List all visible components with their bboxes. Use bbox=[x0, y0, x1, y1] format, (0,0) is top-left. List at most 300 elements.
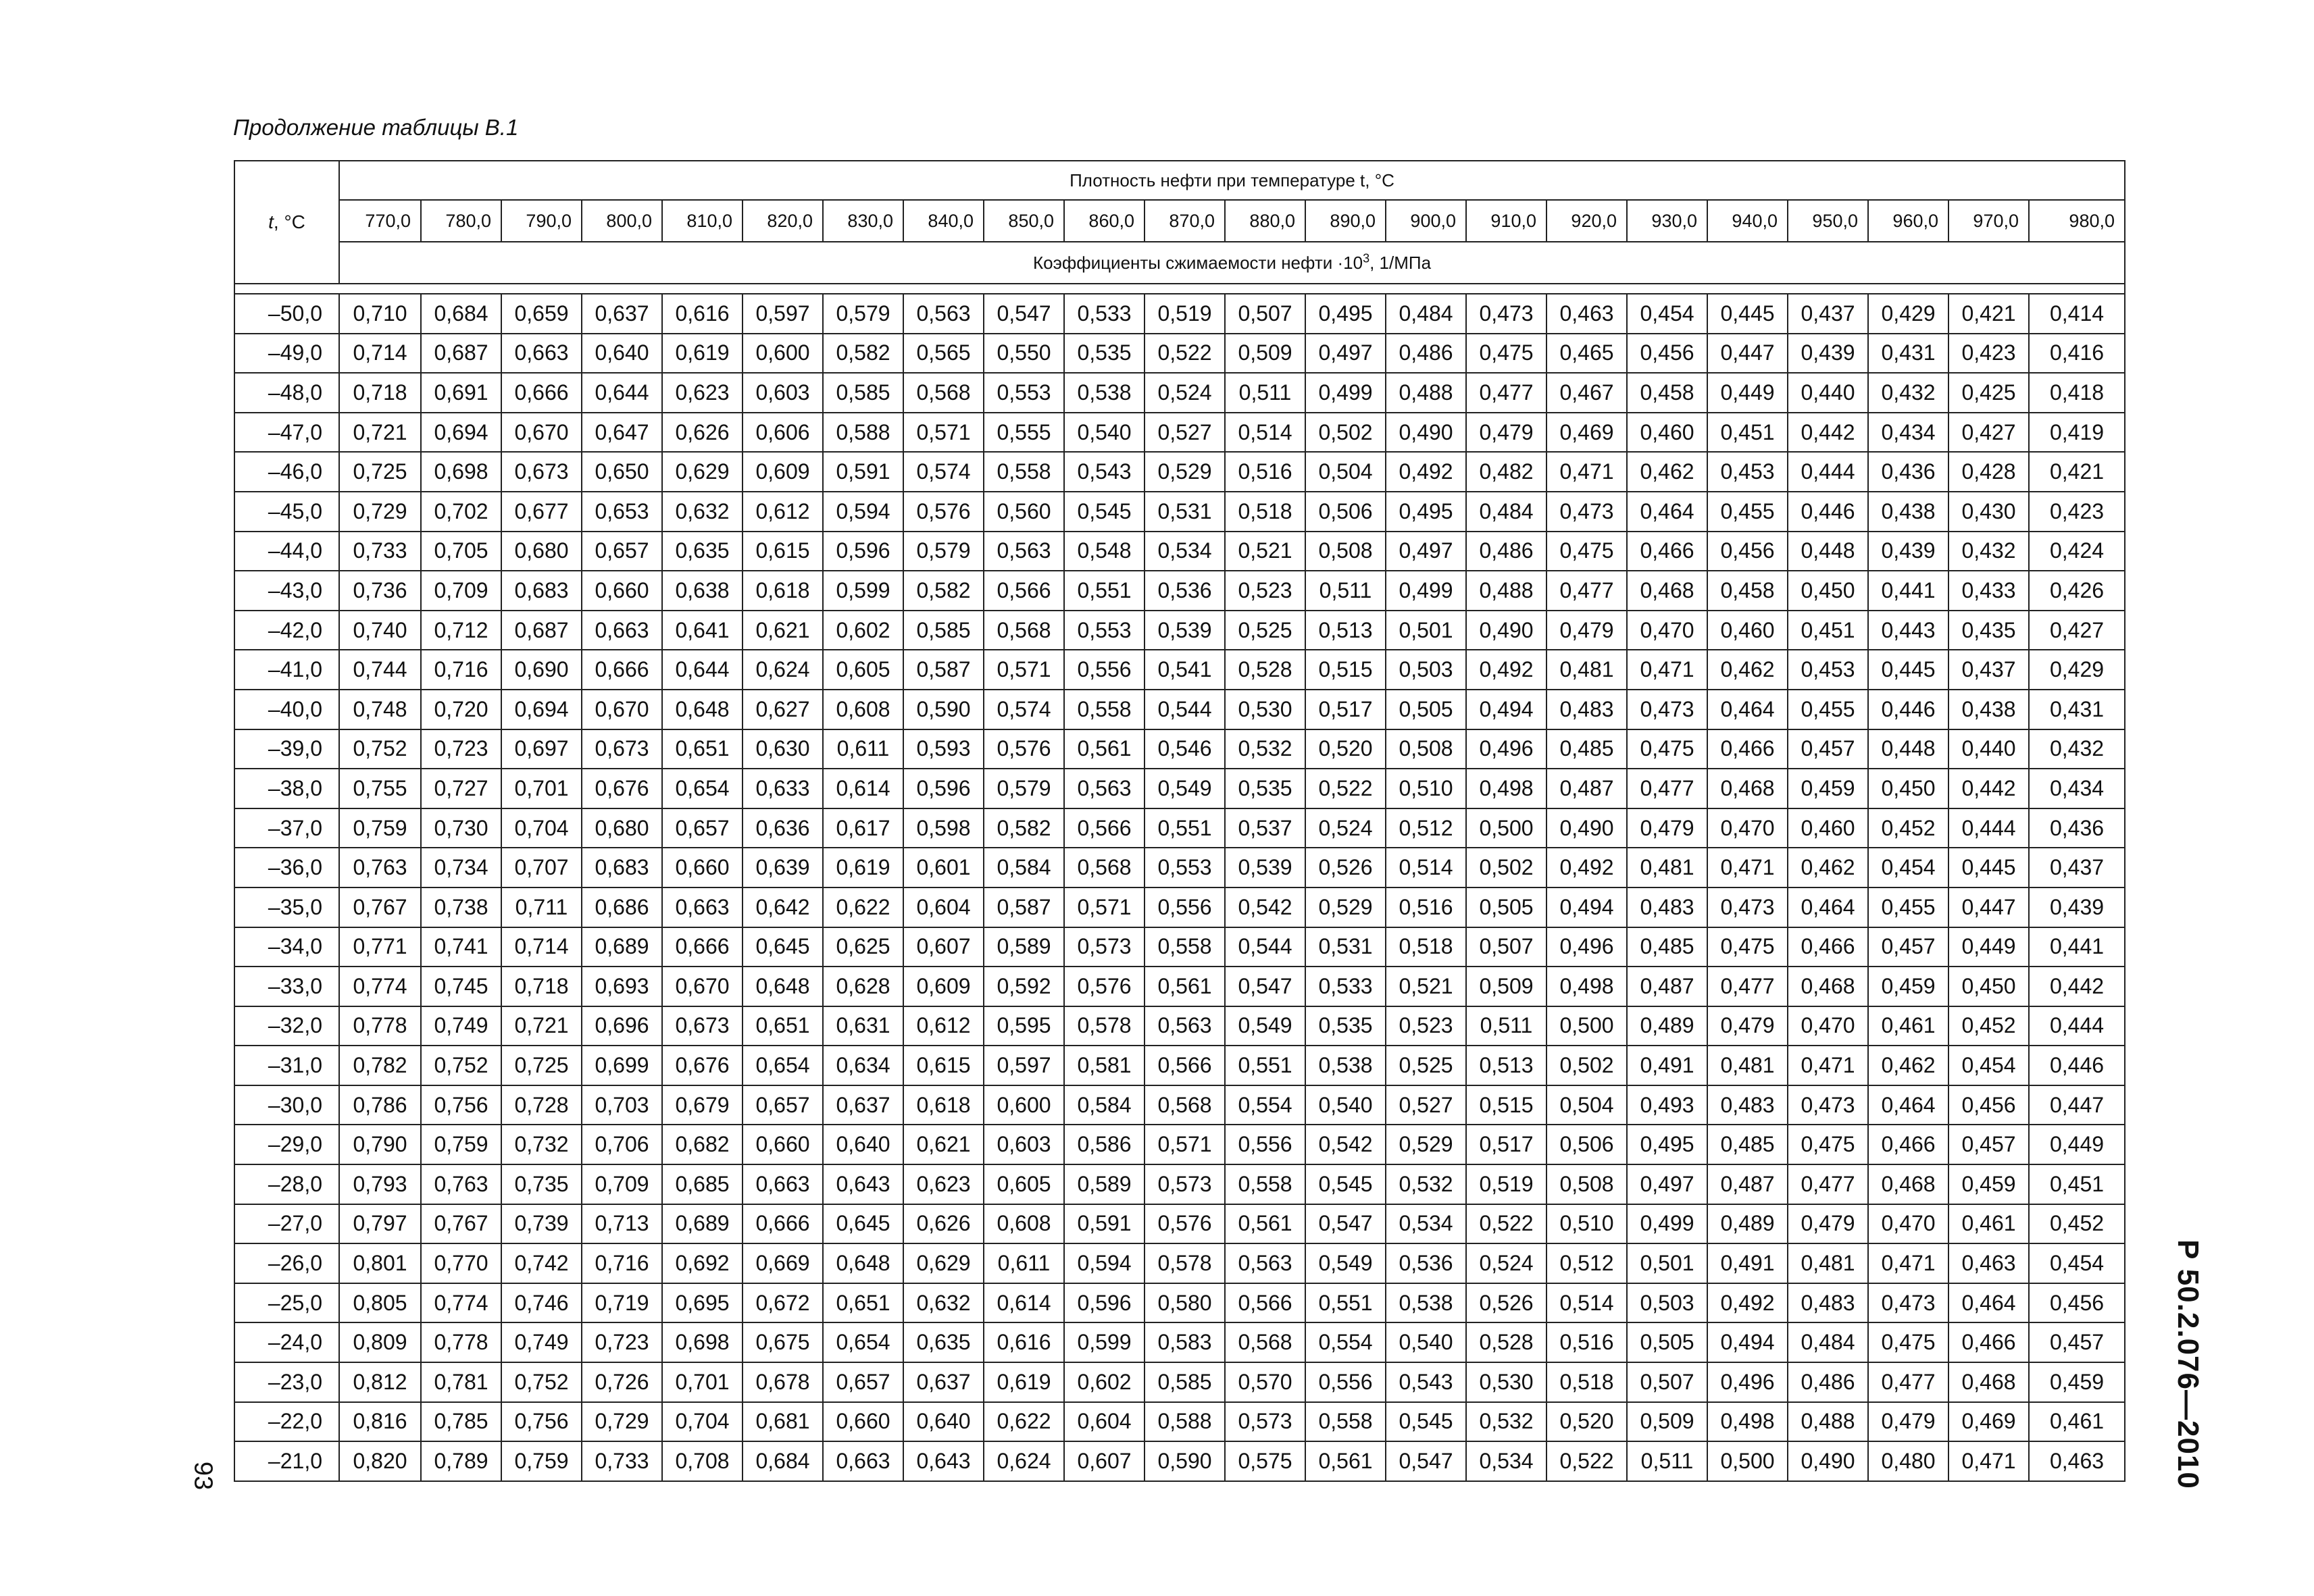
coefficient-cell: 0,686 bbox=[582, 887, 662, 927]
coefficient-cell: 0,497 bbox=[1386, 532, 1466, 571]
coefficient-cell: 0,571 bbox=[903, 413, 984, 453]
coefficient-cell: 0,449 bbox=[2029, 1125, 2125, 1164]
coefficient-cell: 0,583 bbox=[1145, 1322, 1225, 1362]
coefficient-cell: 0,538 bbox=[1064, 373, 1145, 413]
table-row bbox=[234, 927, 2125, 967]
coefficient-cell: 0,604 bbox=[1064, 1402, 1145, 1442]
coefficient-cell: 0,624 bbox=[743, 650, 823, 690]
coefficient-cell: 0,563 bbox=[1225, 1243, 1305, 1283]
coefficient-cell: 0,659 bbox=[501, 294, 582, 334]
coefficient-cell: 0,444 bbox=[2029, 1006, 2125, 1046]
coefficient-cell: 0,499 bbox=[1305, 373, 1386, 413]
coefficient-cell: 0,666 bbox=[662, 927, 743, 967]
coefficient-cell: 0,594 bbox=[823, 492, 903, 532]
table-row bbox=[234, 1164, 2125, 1204]
coefficient-cell: 0,529 bbox=[1305, 887, 1386, 927]
coefficient-cell: 0,691 bbox=[421, 373, 501, 413]
coefficient-cell: 0,427 bbox=[1948, 413, 2029, 453]
coefficient-cell: 0,441 bbox=[2029, 927, 2125, 967]
density-header-cell: 840,0 bbox=[903, 200, 984, 242]
coefficient-cell: 0,607 bbox=[1064, 1441, 1145, 1481]
temperature-cell: –28,0 bbox=[234, 1164, 339, 1204]
coefficient-cell: 0,479 bbox=[1546, 611, 1627, 650]
coefficient-cell: 0,596 bbox=[903, 769, 984, 808]
coefficient-cell: 0,463 bbox=[1948, 1243, 2029, 1283]
coefficient-cell: 0,537 bbox=[1225, 808, 1305, 848]
coefficient-cell: 0,509 bbox=[1627, 1402, 1707, 1442]
coefficient-cell: 0,609 bbox=[903, 967, 984, 1006]
coefficient-cell: 0,532 bbox=[1386, 1164, 1466, 1204]
coefficient-cell: 0,611 bbox=[984, 1243, 1064, 1283]
table-row bbox=[234, 1046, 2125, 1085]
coefficient-cell: 0,453 bbox=[1707, 452, 1788, 492]
coefficient-cell: 0,618 bbox=[903, 1085, 984, 1125]
coefficient-cell: 0,651 bbox=[743, 1006, 823, 1046]
coefficient-cell: 0,487 bbox=[1546, 769, 1627, 808]
coefficient-cell: 0,479 bbox=[1627, 808, 1707, 848]
coefficient-cell: 0,498 bbox=[1707, 1402, 1788, 1442]
coefficient-cell: 0,549 bbox=[1225, 1006, 1305, 1046]
coefficient-cell: 0,675 bbox=[743, 1322, 823, 1362]
coefficient-cell: 0,563 bbox=[1145, 1006, 1225, 1046]
coefficient-cell: 0,454 bbox=[2029, 1243, 2125, 1283]
coefficient-cell: 0,446 bbox=[1868, 690, 1948, 729]
coefficient-cell: 0,596 bbox=[823, 532, 903, 571]
coefficient-cell: 0,471 bbox=[1546, 452, 1627, 492]
coefficient-cell: 0,534 bbox=[1145, 532, 1225, 571]
coefficient-cell: 0,590 bbox=[903, 690, 984, 729]
coefficient-cell: 0,455 bbox=[1707, 492, 1788, 532]
coefficient-cell: 0,692 bbox=[662, 1243, 743, 1283]
coefficient-cell: 0,461 bbox=[1948, 1204, 2029, 1244]
density-header-cell: 790,0 bbox=[501, 200, 582, 242]
coefficient-cell: 0,494 bbox=[1707, 1322, 1788, 1362]
coefficient-cell: 0,556 bbox=[1305, 1362, 1386, 1402]
coefficient-cell: 0,600 bbox=[984, 1085, 1064, 1125]
coefficient-cell: 0,487 bbox=[1627, 967, 1707, 1006]
coefficient-cell: 0,460 bbox=[1707, 611, 1788, 650]
coefficient-cell: 0,630 bbox=[743, 729, 823, 769]
coefficient-cell: 0,452 bbox=[2029, 1204, 2125, 1244]
coefficient-cell: 0,511 bbox=[1466, 1006, 1546, 1046]
coefficient-cell: 0,473 bbox=[1466, 294, 1546, 334]
coefficient-cell: 0,571 bbox=[1064, 887, 1145, 927]
coefficient-cell: 0,720 bbox=[421, 690, 501, 729]
coefficient-cell: 0,733 bbox=[339, 532, 421, 571]
coefficient-cell: 0,591 bbox=[823, 452, 903, 492]
coefficient-cell: 0,582 bbox=[903, 571, 984, 611]
coefficient-cell: 0,457 bbox=[2029, 1322, 2125, 1362]
coefficient-cell: 0,736 bbox=[339, 571, 421, 611]
table-row bbox=[234, 967, 2125, 1006]
coefficient-cell: 0,594 bbox=[1064, 1243, 1145, 1283]
coefficient-cell: 0,599 bbox=[823, 571, 903, 611]
coefficient-cell: 0,471 bbox=[1788, 1046, 1868, 1085]
coefficient-cell: 0,448 bbox=[1868, 729, 1948, 769]
table-row bbox=[234, 690, 2125, 729]
coefficient-cell: 0,486 bbox=[1466, 532, 1546, 571]
coefficient-cell: 0,496 bbox=[1466, 729, 1546, 769]
t-variable: t bbox=[268, 211, 274, 232]
coefficient-cell: 0,555 bbox=[984, 413, 1064, 453]
coefficient-cell: 0,615 bbox=[743, 532, 823, 571]
coefficient-cell: 0,495 bbox=[1386, 492, 1466, 532]
coefficient-cell: 0,549 bbox=[1145, 769, 1225, 808]
coefficient-cell: 0,635 bbox=[903, 1322, 984, 1362]
coefficient-cell: 0,556 bbox=[1225, 1125, 1305, 1164]
coefficient-cell: 0,439 bbox=[2029, 887, 2125, 927]
coefficient-cell: 0,544 bbox=[1145, 690, 1225, 729]
coefficient-cell: 0,623 bbox=[903, 1164, 984, 1204]
coefficient-cell: 0,641 bbox=[662, 611, 743, 650]
table-row bbox=[234, 887, 2125, 927]
coefficient-cell: 0,508 bbox=[1546, 1164, 1627, 1204]
coefficient-cell: 0,547 bbox=[1386, 1441, 1466, 1481]
coefficient-cell: 0,515 bbox=[1305, 650, 1386, 690]
coefficient-cell: 0,496 bbox=[1707, 1362, 1788, 1402]
coefficient-cell: 0,602 bbox=[823, 611, 903, 650]
coefficient-cell: 0,492 bbox=[1707, 1283, 1788, 1323]
coefficient-cell: 0,526 bbox=[1305, 848, 1386, 887]
coefficient-cell: 0,518 bbox=[1386, 927, 1466, 967]
coefficient-cell: 0,623 bbox=[662, 373, 743, 413]
coefficient-cell: 0,714 bbox=[501, 927, 582, 967]
coefficient-cell: 0,732 bbox=[501, 1125, 582, 1164]
coefficient-cell: 0,734 bbox=[421, 848, 501, 887]
coefficient-cell: 0,445 bbox=[1707, 294, 1788, 334]
coefficient-cell: 0,485 bbox=[1707, 1125, 1788, 1164]
table-row bbox=[234, 532, 2125, 571]
coefficient-cell: 0,432 bbox=[1948, 532, 2029, 571]
coefficient-cell: 0,455 bbox=[1868, 887, 1948, 927]
page-number bbox=[182, 1452, 223, 1499]
temperature-cell: –41,0 bbox=[234, 650, 339, 690]
temperature-cell: –48,0 bbox=[234, 373, 339, 413]
coefficient-cell: 0,576 bbox=[903, 492, 984, 532]
coefficient-cell: 0,718 bbox=[501, 967, 582, 1006]
coefficient-cell: 0,782 bbox=[339, 1046, 421, 1085]
coefficient-cell: 0,721 bbox=[339, 413, 421, 453]
coefficient-cell: 0,452 bbox=[1868, 808, 1948, 848]
coefficient-cell: 0,457 bbox=[1868, 927, 1948, 967]
coefficient-cell: 0,698 bbox=[662, 1322, 743, 1362]
coefficient-cell: 0,707 bbox=[501, 848, 582, 887]
coefficient-cell: 0,616 bbox=[984, 1322, 1064, 1362]
coefficient-cell: 0,450 bbox=[1788, 571, 1868, 611]
coefficient-cell: 0,576 bbox=[1145, 1204, 1225, 1244]
table-row bbox=[234, 413, 2125, 453]
coefficient-cell: 0,540 bbox=[1386, 1322, 1466, 1362]
coefficient-cell: 0,525 bbox=[1386, 1046, 1466, 1085]
coefficient-cell: 0,741 bbox=[421, 927, 501, 967]
coefficient-cell: 0,654 bbox=[662, 769, 743, 808]
table-row bbox=[234, 769, 2125, 808]
coefficient-cell: 0,429 bbox=[2029, 650, 2125, 690]
coefficient-cell: 0,519 bbox=[1145, 294, 1225, 334]
coefficient-cell: 0,514 bbox=[1546, 1283, 1627, 1323]
coefficient-cell: 0,505 bbox=[1386, 690, 1466, 729]
coefficient-cell: 0,635 bbox=[662, 532, 743, 571]
coefficient-cell: 0,482 bbox=[1466, 452, 1546, 492]
table-row bbox=[234, 1006, 2125, 1046]
coefficient-cell: 0,626 bbox=[662, 413, 743, 453]
coefficient-cell: 0,506 bbox=[1305, 492, 1386, 532]
coefficient-cell: 0,684 bbox=[743, 1441, 823, 1481]
coefficient-cell: 0,565 bbox=[903, 334, 984, 374]
coefficient-cell: 0,434 bbox=[1868, 413, 1948, 453]
coefficient-cell: 0,568 bbox=[903, 373, 984, 413]
coefficient-cell: 0,624 bbox=[984, 1441, 1064, 1481]
coefficient-cell: 0,432 bbox=[2029, 729, 2125, 769]
coefficient-cell: 0,631 bbox=[823, 1006, 903, 1046]
coefficient-cell: 0,429 bbox=[1868, 294, 1948, 334]
coefficient-cell: 0,548 bbox=[1064, 532, 1145, 571]
temperature-cell: –34,0 bbox=[234, 927, 339, 967]
coefficient-cell: 0,637 bbox=[582, 294, 662, 334]
coefficient-cell: 0,648 bbox=[743, 967, 823, 1006]
coefficient-cell: 0,499 bbox=[1627, 1204, 1707, 1244]
coefficient-cell: 0,682 bbox=[662, 1125, 743, 1164]
coefficient-cell: 0,574 bbox=[903, 452, 984, 492]
table-row bbox=[234, 373, 2125, 413]
temperature-cell: –42,0 bbox=[234, 611, 339, 650]
temperature-cell: –27,0 bbox=[234, 1204, 339, 1244]
coefficient-cell: 0,534 bbox=[1386, 1204, 1466, 1244]
coefficient-cell: 0,636 bbox=[743, 808, 823, 848]
coefficient-cell: 0,568 bbox=[1064, 848, 1145, 887]
density-header-cell: 880,0 bbox=[1225, 200, 1305, 242]
coefficient-cell: 0,566 bbox=[984, 571, 1064, 611]
coefficient-cell: 0,690 bbox=[501, 650, 582, 690]
coefficient-cell: 0,470 bbox=[1627, 611, 1707, 650]
coefficient-cell: 0,512 bbox=[1546, 1243, 1627, 1283]
coefficient-cell: 0,786 bbox=[339, 1085, 421, 1125]
coefficient-cell: 0,519 bbox=[1466, 1164, 1546, 1204]
coefficient-cell: 0,469 bbox=[1948, 1402, 2029, 1442]
coefficient-cell: 0,463 bbox=[2029, 1441, 2125, 1481]
coefficient-cell: 0,528 bbox=[1466, 1322, 1546, 1362]
coefficient-cell: 0,481 bbox=[1627, 848, 1707, 887]
coefficient-cell: 0,460 bbox=[1627, 413, 1707, 453]
coefficient-cell: 0,510 bbox=[1386, 769, 1466, 808]
coefficient-cell: 0,654 bbox=[823, 1322, 903, 1362]
coefficient-cell: 0,681 bbox=[743, 1402, 823, 1442]
coefficient-cell: 0,728 bbox=[501, 1085, 582, 1125]
coefficient-cell: 0,540 bbox=[1064, 413, 1145, 453]
table-caption: Продолжение таблицы В.1 bbox=[233, 115, 519, 140]
coefficient-cell: 0,430 bbox=[1948, 492, 2029, 532]
coefficient-cell: 0,536 bbox=[1386, 1243, 1466, 1283]
coefficient-cell: 0,535 bbox=[1305, 1006, 1386, 1046]
density-values-row bbox=[234, 200, 2125, 242]
coefficient-cell: 0,508 bbox=[1305, 532, 1386, 571]
coefficient-cell: 0,637 bbox=[903, 1362, 984, 1402]
density-header-cell: 890,0 bbox=[1305, 200, 1386, 242]
document-code-text: Р 50.2.076—2010 bbox=[2171, 1239, 2205, 1489]
coefficient-cell: 0,462 bbox=[1868, 1046, 1948, 1085]
coefficient-cell: 0,475 bbox=[1788, 1125, 1868, 1164]
coefficient-cell: 0,622 bbox=[984, 1402, 1064, 1442]
coefficient-cell: 0,666 bbox=[743, 1204, 823, 1244]
coef-title-exponent: 3 bbox=[1363, 251, 1370, 265]
coefficient-cell: 0,455 bbox=[1788, 690, 1868, 729]
coefficient-cell: 0,485 bbox=[1627, 927, 1707, 967]
coefficient-cell: 0,454 bbox=[1868, 848, 1948, 887]
coefficient-cell: 0,585 bbox=[1145, 1362, 1225, 1402]
coefficient-cell: 0,549 bbox=[1305, 1243, 1386, 1283]
coef-title-prefix: Коэффициенты сжимаемости нефти ·10 bbox=[1032, 252, 1363, 273]
coefficient-cell: 0,484 bbox=[1466, 492, 1546, 532]
coefficient-cell: 0,708 bbox=[662, 1441, 743, 1481]
table-row bbox=[234, 1283, 2125, 1323]
coefficient-cell: 0,483 bbox=[1627, 887, 1707, 927]
coefficient-cell: 0,680 bbox=[582, 808, 662, 848]
coefficient-cell: 0,464 bbox=[1868, 1085, 1948, 1125]
coefficient-cell: 0,606 bbox=[743, 413, 823, 453]
coefficient-cell: 0,566 bbox=[1145, 1046, 1225, 1085]
coefficient-cell: 0,629 bbox=[903, 1243, 984, 1283]
coefficient-cell: 0,670 bbox=[501, 413, 582, 453]
coefficient-cell: 0,642 bbox=[743, 887, 823, 927]
coefficient-cell: 0,723 bbox=[421, 729, 501, 769]
coefficient-cell: 0,551 bbox=[1064, 571, 1145, 611]
coefficient-cell: 0,657 bbox=[662, 808, 743, 848]
coefficient-cell: 0,561 bbox=[1305, 1441, 1386, 1481]
temperature-cell: –49,0 bbox=[234, 334, 339, 374]
temperature-cell: –25,0 bbox=[234, 1283, 339, 1323]
coefficient-cell: 0,475 bbox=[1707, 927, 1788, 967]
coefficient-cell: 0,532 bbox=[1225, 729, 1305, 769]
coefficient-cell: 0,488 bbox=[1788, 1402, 1868, 1442]
coefficient-cell: 0,558 bbox=[1064, 690, 1145, 729]
density-header-cell: 810,0 bbox=[662, 200, 743, 242]
coefficient-cell: 0,554 bbox=[1305, 1322, 1386, 1362]
coefficient-cell: 0,490 bbox=[1386, 413, 1466, 453]
coefficient-cell: 0,438 bbox=[1868, 492, 1948, 532]
coefficient-cell: 0,528 bbox=[1225, 650, 1305, 690]
coefficient-cell: 0,509 bbox=[1466, 967, 1546, 1006]
coef-title-suffix: , 1/МПа bbox=[1369, 252, 1432, 273]
coefficient-cell: 0,605 bbox=[823, 650, 903, 690]
coefficient-cell: 0,603 bbox=[743, 373, 823, 413]
coefficient-cell: 0,614 bbox=[823, 769, 903, 808]
coefficient-cell: 0,676 bbox=[662, 1046, 743, 1085]
coefficient-cell: 0,437 bbox=[1788, 294, 1868, 334]
coefficient-cell: 0,573 bbox=[1064, 927, 1145, 967]
coefficient-cell: 0,511 bbox=[1305, 571, 1386, 611]
coefficient-cell: 0,673 bbox=[501, 452, 582, 492]
density-header-cell: 950,0 bbox=[1788, 200, 1868, 242]
coefficient-cell: 0,484 bbox=[1788, 1322, 1868, 1362]
density-group-header: Плотность нефти при температуре t, °С bbox=[339, 161, 2125, 200]
coefficient-cell: 0,533 bbox=[1305, 967, 1386, 1006]
coefficient-cell: 0,459 bbox=[1948, 1164, 2029, 1204]
coefficient-cell: 0,563 bbox=[1064, 769, 1145, 808]
coefficient-cell: 0,710 bbox=[339, 294, 421, 334]
coefficient-cell: 0,647 bbox=[582, 413, 662, 453]
coefficient-cell: 0,553 bbox=[1145, 848, 1225, 887]
coefficient-cell: 0,468 bbox=[1707, 769, 1788, 808]
coefficient-cell: 0,637 bbox=[823, 1085, 903, 1125]
coefficient-cell: 0,489 bbox=[1627, 1006, 1707, 1046]
coefficient-cell: 0,617 bbox=[823, 808, 903, 848]
coefficient-cell: 0,580 bbox=[1145, 1283, 1225, 1323]
coefficient-cell: 0,614 bbox=[984, 1283, 1064, 1323]
coefficient-cell: 0,607 bbox=[903, 927, 984, 967]
coefficient-cell: 0,566 bbox=[1064, 808, 1145, 848]
coefficient-cell: 0,744 bbox=[339, 650, 421, 690]
coefficient-cell: 0,501 bbox=[1627, 1243, 1707, 1283]
coefficient-cell: 0,550 bbox=[984, 334, 1064, 374]
coefficient-cell: 0,495 bbox=[1627, 1125, 1707, 1164]
coefficient-cell: 0,483 bbox=[1707, 1085, 1788, 1125]
coefficient-cell: 0,522 bbox=[1466, 1204, 1546, 1244]
coefficient-cell: 0,816 bbox=[339, 1402, 421, 1442]
coefficient-cell: 0,475 bbox=[1546, 532, 1627, 571]
coefficient-cell: 0,473 bbox=[1627, 690, 1707, 729]
coefficient-cell: 0,666 bbox=[501, 373, 582, 413]
coefficient-cell: 0,663 bbox=[823, 1441, 903, 1481]
coefficient-cell: 0,774 bbox=[421, 1283, 501, 1323]
coefficient-cell: 0,512 bbox=[1386, 808, 1466, 848]
coefficient-cell: 0,475 bbox=[1466, 334, 1546, 374]
coefficient-cell: 0,426 bbox=[2029, 571, 2125, 611]
coefficient-cell: 0,573 bbox=[1225, 1402, 1305, 1442]
coefficient-cell: 0,547 bbox=[1225, 967, 1305, 1006]
coefficient-cell: 0,491 bbox=[1627, 1046, 1707, 1085]
coefficient-cell: 0,484 bbox=[1386, 294, 1466, 334]
coefficient-cell: 0,588 bbox=[1145, 1402, 1225, 1442]
coefficient-cell: 0,466 bbox=[1788, 927, 1868, 967]
coefficient-cell: 0,601 bbox=[903, 848, 984, 887]
coefficient-cell: 0,536 bbox=[1145, 571, 1225, 611]
coefficient-cell: 0,504 bbox=[1305, 452, 1386, 492]
coefficient-cell: 0,721 bbox=[501, 1006, 582, 1046]
coefficient-cell: 0,473 bbox=[1788, 1085, 1868, 1125]
table-head bbox=[234, 161, 2125, 294]
coefficient-cell: 0,640 bbox=[903, 1402, 984, 1442]
coefficient-cell: 0,462 bbox=[1627, 452, 1707, 492]
coefficient-cell: 0,446 bbox=[1788, 492, 1868, 532]
coefficient-cell: 0,739 bbox=[501, 1204, 582, 1244]
coefficient-cell: 0,473 bbox=[1546, 492, 1627, 532]
temperature-cell: –26,0 bbox=[234, 1243, 339, 1283]
coefficient-cell: 0,621 bbox=[903, 1125, 984, 1164]
coefficient-cell: 0,481 bbox=[1546, 650, 1627, 690]
coefficient-cell: 0,809 bbox=[339, 1322, 421, 1362]
coefficient-cell: 0,516 bbox=[1225, 452, 1305, 492]
coefficient-cell: 0,554 bbox=[1225, 1085, 1305, 1125]
coefficient-cell: 0,597 bbox=[743, 294, 823, 334]
density-header-cell: 940,0 bbox=[1707, 200, 1788, 242]
t-unit: , °С bbox=[273, 211, 305, 232]
coefficient-cell: 0,696 bbox=[582, 1006, 662, 1046]
coefficient-cell: 0,576 bbox=[984, 729, 1064, 769]
coefficient-cell: 0,653 bbox=[582, 492, 662, 532]
coefficient-cell: 0,619 bbox=[662, 334, 743, 374]
coefficient-cell: 0,582 bbox=[823, 334, 903, 374]
coefficient-cell: 0,539 bbox=[1145, 611, 1225, 650]
coefficient-cell: 0,500 bbox=[1546, 1006, 1627, 1046]
coefficient-cell: 0,509 bbox=[1225, 334, 1305, 374]
coefficient-cell: 0,663 bbox=[662, 887, 743, 927]
coefficient-cell: 0,600 bbox=[743, 334, 823, 374]
temperature-cell: –31,0 bbox=[234, 1046, 339, 1085]
coefficient-cell: 0,526 bbox=[1466, 1283, 1546, 1323]
coefficient-cell: 0,612 bbox=[743, 492, 823, 532]
coefficient-cell: 0,451 bbox=[2029, 1164, 2125, 1204]
coefficient-cell: 0,793 bbox=[339, 1164, 421, 1204]
